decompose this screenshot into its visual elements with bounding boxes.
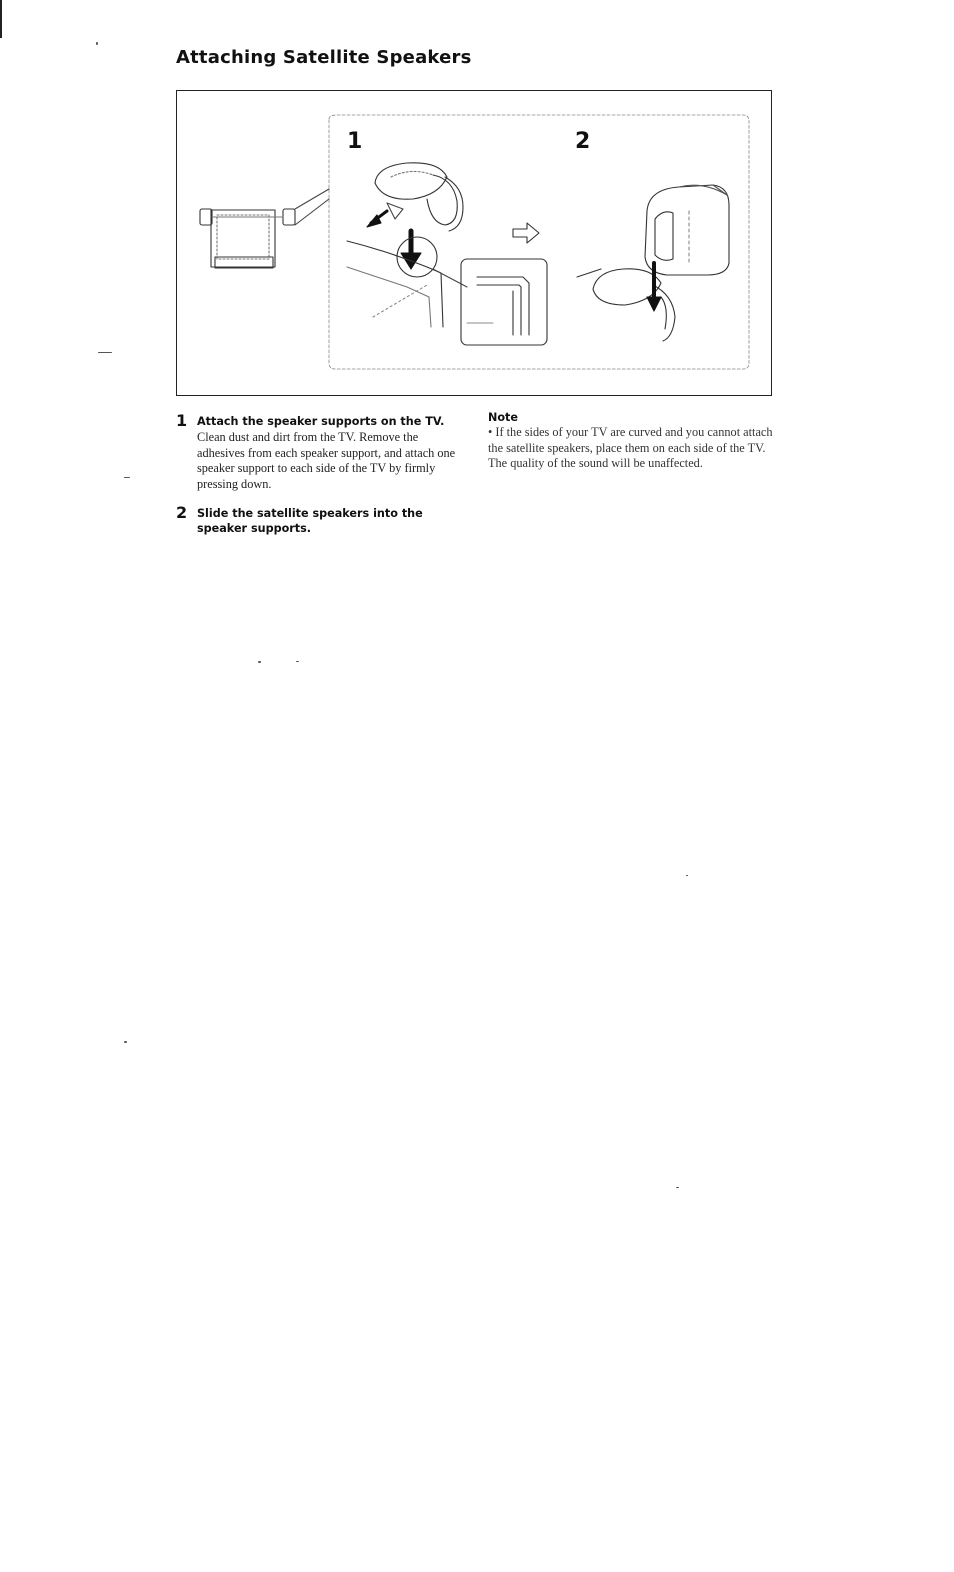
speaker-support-drawing-2 [577, 269, 675, 341]
note-body: • If the sides of your TV are curved and you cannot attach the satellite speakers, place them on each side of the TV. The quality of the sound will be unaffected. [488, 425, 773, 471]
step-heading: Attach the speaker supports on the TV. [197, 415, 445, 428]
step-2 [176, 503, 461, 536]
panel-label-2: 2 [575, 129, 591, 154]
callout-region [329, 115, 749, 369]
scan-speck [296, 661, 299, 662]
section-title: Attaching Satellite Speakers [176, 47, 472, 68]
scan-speck [98, 352, 112, 353]
scan-speck [96, 42, 98, 45]
step-heading: Slide the satellite speakers into the speaker supports. [197, 507, 423, 535]
step-number: 2 [176, 503, 188, 522]
peel-arrow [367, 211, 387, 227]
zoom-detail-box [461, 259, 547, 345]
step-number: 1 [176, 411, 188, 430]
speaker-support-drawing [375, 163, 463, 231]
scan-speck [124, 1041, 127, 1043]
panel-label-1: 1 [347, 129, 363, 154]
tv-overview-drawing [200, 189, 329, 268]
page-edge-mark [0, 0, 2, 38]
note-heading: Note [488, 411, 518, 424]
scan-speck [686, 875, 688, 876]
illustration-frame [176, 90, 772, 396]
next-step-arrow [513, 223, 539, 243]
note-block [488, 410, 774, 472]
step-body: Clean dust and dirt from the TV. Remove the adhesives from each speaker support, and attach one speaker support to each side of the TV by firmly pressing down. [197, 430, 456, 491]
scan-speck [124, 477, 130, 478]
scan-speck [258, 661, 261, 663]
step-1 [176, 411, 456, 492]
press-down-arrow [397, 231, 437, 277]
satellite-speaker-drawing [645, 185, 729, 275]
speaker-attachment-illustration [177, 91, 773, 397]
scan-speck [676, 1187, 679, 1188]
